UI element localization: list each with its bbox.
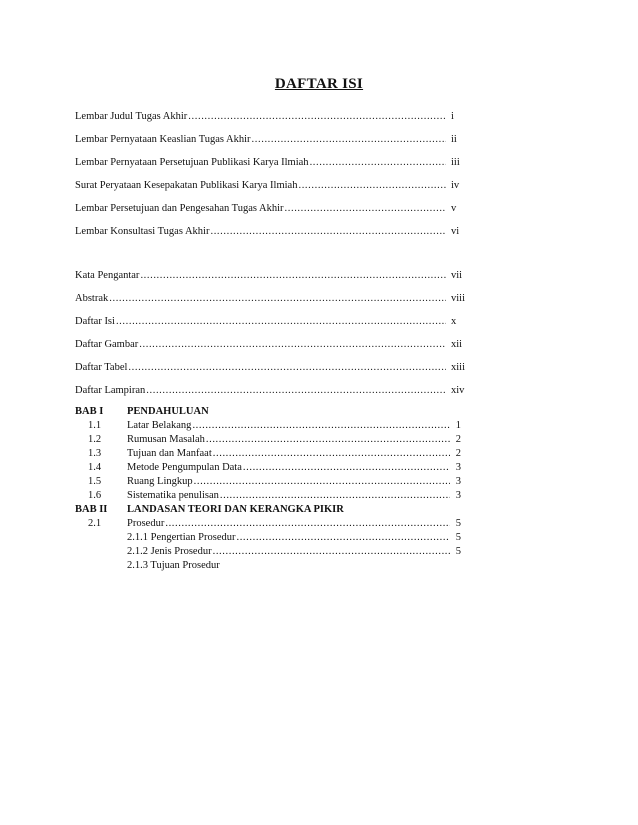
toc-page: xiv [451,385,465,396]
toc-page: iv [451,180,460,191]
subsection-label: 2.1.1 Pengertian Prosedur [127,532,236,543]
dot-leader [128,361,446,374]
toc-label: Lembar Konsultasi Tugas Akhir [75,226,210,237]
dot-leader [213,545,450,558]
section-number: 1.3 [88,448,102,459]
dot-leader [194,475,450,488]
toc-entry [75,225,467,238]
toc-page: x [451,316,457,327]
toc-page: i [451,111,454,122]
toc-label: Daftar Gambar [75,339,139,350]
section-label: Ruang Lingkup [127,476,193,487]
toc-section [88,419,461,432]
section-label: Tujuan dan Manfaat [127,448,212,459]
dot-leader [109,292,446,305]
dot-leader [220,489,450,502]
dot-leader [192,419,450,432]
toc-section [88,447,461,460]
toc-section [88,433,461,446]
toc-entry [75,269,467,282]
subsection-page: 5 [455,532,461,543]
dot-leader [236,531,450,544]
section-page: 2 [455,448,461,459]
chapter-number: BAB II [75,504,108,515]
toc-entry [75,110,467,123]
dot-leader [146,384,446,397]
section-number: 1.6 [88,490,102,501]
page-title: DAFTAR ISI [274,76,364,92]
toc-subsection [127,531,461,544]
dot-leader [310,156,446,169]
subsection-label: 2.1.3 Tujuan Prosedur [127,560,220,571]
chapter-number: BAB I [75,406,104,417]
toc-label: Daftar Tabel [75,362,128,373]
toc-subsection [127,545,461,558]
toc-entry [75,292,467,305]
section-page: 3 [455,476,461,487]
section-label: Sistematika penulisan [127,490,219,501]
subsection-page: 5 [455,546,461,557]
section-page: 3 [455,462,461,473]
section-page: 3 [455,490,461,501]
toc-entry [75,156,467,169]
toc-page: ii [451,134,457,145]
toc-label: Abstrak [75,293,109,304]
section-page: 5 [455,518,461,529]
section-label: Latar Belakang [127,420,192,431]
toc-entry [75,338,467,351]
toc-section [88,489,461,502]
dot-leader [165,517,450,530]
toc-page: vii [451,270,463,281]
dot-leader [206,433,450,446]
toc-page: xii [451,339,463,350]
dot-leader [140,269,446,282]
toc-page: xiii [451,362,466,373]
dot-leader [298,179,446,192]
toc-section [88,475,461,488]
dot-leader [243,461,450,474]
section-label: Rumusan Masalah [127,434,205,445]
dot-leader [139,338,446,351]
toc-entry [75,384,467,397]
dot-leader [116,315,446,328]
dot-leader [210,225,446,238]
section-label: Metode Pengumpulan Data [127,462,242,473]
toc-section [88,461,461,474]
toc-label: Lembar Judul Tugas Akhir [75,111,188,122]
toc-page: vi [451,226,460,237]
toc-label: Daftar Lampiran [75,385,146,396]
dot-leader [188,110,446,123]
chapter-title: LANDASAN TEORI DAN KERANGKA PIKIR [127,504,344,515]
toc-page: iii [451,157,460,168]
section-number: 1.5 [88,476,102,487]
dot-leader [285,202,446,215]
section-page: 1 [455,420,461,431]
toc-label: Lembar Persetujuan dan Pengesahan Tugas Akhir [75,203,284,214]
dot-leader [252,133,446,146]
toc-entry [75,202,467,215]
subsection-label: 2.1.2 Jenis Prosedur [127,546,212,557]
toc-entry [75,179,467,192]
section-number: 1.4 [88,462,102,473]
toc-entry [75,361,467,374]
toc-label: Surat Peryataan Kesepakatan Publikasi Karya Ilmiah [75,180,298,191]
toc-label: Lembar Pernyataan Persetujuan Publikasi Karya Ilmiah [75,157,309,168]
section-number: 1.1 [88,420,102,431]
toc-page: v [451,203,457,214]
dot-leader [213,447,450,460]
toc-entry [75,133,467,146]
toc-label: Kata Pengantar [75,270,140,281]
section-number: 2.1 [88,518,102,529]
toc-label: Lembar Pernyataan Keaslian Tugas Akhir [75,134,251,145]
chapter-heading [75,503,344,516]
section-page: 2 [455,434,461,445]
chapter-heading [75,405,209,418]
toc-entry [75,315,467,328]
toc-subsection [127,559,220,572]
section-label: Prosedur [127,518,165,529]
chapter-title: PENDAHULUAN [127,406,209,417]
section-number: 1.2 [88,434,102,445]
toc-page: viii [451,293,466,304]
toc-section [88,517,461,530]
toc-label: Daftar Isi [75,316,115,327]
